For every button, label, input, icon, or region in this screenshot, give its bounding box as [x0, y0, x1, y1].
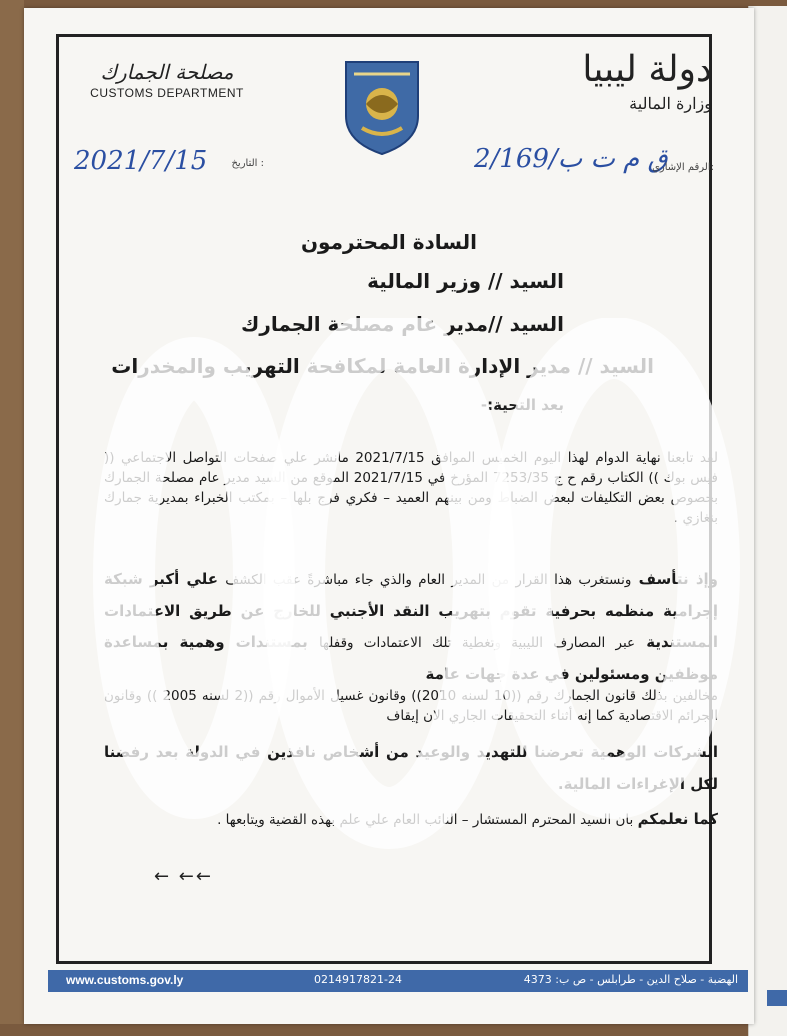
desk-background: [0, 0, 24, 1024]
department-header: [72, 60, 262, 100]
paragraph-4: الشركات الوهمية تعرضنا للتهديد والوعيد من أشخاص نافذين في الدولة بعد رفضنا لكل الإغراءات المالية.: [104, 743, 718, 793]
ministry-name: وزارة المالية: [629, 94, 712, 113]
date-value: 2021/7/15: [74, 146, 208, 176]
paragraph-2-end: بمستندات وهمية بمساعدة موظفين ومسئولين في عدة جهات عامة: [104, 633, 718, 683]
salutation-line-2: السيد // وزير المالية: [367, 269, 564, 293]
adjacent-footer-strip: [767, 990, 787, 1006]
document-page: [24, 8, 754, 1024]
paragraph-1: لقد تابعنا نهاية الدوام لهذا اليوم الخميس الموافق 2021/7/15 مانشر علي صفحات التواصل الاجتماعي (( فيس بوك )) الكتاب رقم ح ج 7253/35 المؤرخ في 2021/7/15 الموقع من السيد مدير عام مصلحة الجمارك بخصوص بعض التكليفات لبعض الضباط ومن بينهم العميد – فكري فرج بلها – بمكتب الخبراء بمديرية جمارك بنغازي .: [104, 450, 718, 526]
paragraph-2-rest: علي أكبر شبكة إجرامية منظمه بحرفية تقوم بتهريب النقد الأجنبي للخارج عن طريق الاعتمادات المستندية: [104, 570, 718, 651]
paragraph-5-lead: كما نعلمكم: [637, 810, 718, 828]
reference-value: ق م ت ب/2/169: [474, 144, 668, 174]
footer-website: www.customs.gov.ly: [66, 973, 184, 987]
paragraph-2-mid: ونستغرب هذا القرار من المدير العام والذي جاء مباشرةً عقب الكشف: [225, 572, 632, 588]
paragraph-5-rest: بان السيد المحترم المستشار – النائب العام علي علم بهذه القضية ويتابعها .: [217, 812, 634, 828]
salutation-line-3: السيد //مدير عام مصلحة الجمارك: [241, 312, 564, 336]
salutation-line-4: السيد // مدير الإدارة العامة لمكافحة التهريب والمخدرات: [111, 354, 654, 378]
greeting: بعد التحية:-: [480, 396, 564, 414]
reference-label: الرقم الإشاري:: [652, 162, 714, 173]
state-name: دولة ليبيا: [582, 49, 712, 90]
department-name-en: CUSTOMS DEPARTMENT: [90, 86, 244, 100]
date-field: [74, 146, 264, 176]
reference-field: [474, 144, 714, 178]
paragraph-2: [104, 564, 718, 690]
footer-address: الهضبة - صلاح الدين - طرابلس - ص ب: 4373: [523, 973, 738, 986]
department-name-ar: مصلحة الجمارك: [100, 60, 234, 84]
paragraph-3: مخالفين بذلك قانون الجمارك رقم ((10 لسنه 2010)) وقانون غسيل الأموال رقم ((2 لسنه 2005 )) وقانون الجرائم الاقتصادية كما إنه أثناء التحقيقات الجاري الان إيقاف: [104, 688, 718, 724]
state-header: [544, 50, 712, 113]
paragraph-2-mid2: عبر المصارف الليبية وتغطية تلك الاعتمادات وقفلها: [318, 635, 636, 651]
paragraph-5: [104, 806, 718, 833]
footer-phone: 0214917821-24: [314, 973, 402, 986]
paragraph-2-lead: وإذ نتأسف: [638, 570, 718, 588]
footer-bar: [48, 970, 748, 992]
customs-emblem-icon: [342, 56, 422, 156]
salutation-line-1: السادة المحترمون: [300, 230, 478, 254]
continuation-arrows: ← ←←: [154, 866, 213, 887]
date-label: التاريخ :: [231, 158, 264, 169]
